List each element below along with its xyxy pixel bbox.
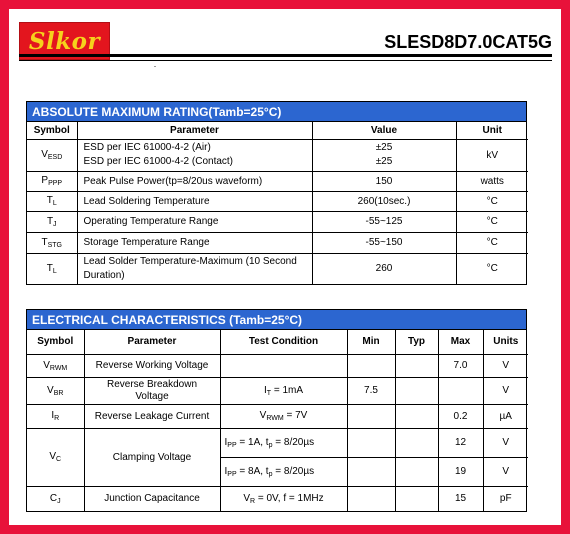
col-header: Symbol <box>27 122 77 139</box>
symbol-cell: $T_J$ <box>27 211 77 232</box>
symbol-cell: $C_J$ <box>27 486 84 511</box>
parameter-cell: Storage Temperature Range <box>77 232 312 253</box>
col-header: Parameter <box>77 122 312 139</box>
unit-cell: °C <box>456 211 528 232</box>
parameter-cell: Reverse Leakage Current <box>84 404 220 428</box>
col-header: Typ <box>395 330 438 354</box>
header-rule-thin <box>19 60 552 61</box>
value-cell: 150 <box>312 171 456 191</box>
symbol-cell: $V_{BR}$ <box>27 377 84 404</box>
max-cell: 7.0 <box>438 354 483 377</box>
parameter-cell: Reverse Working Voltage <box>84 354 220 377</box>
absolute-max-rating-table <box>26 101 527 285</box>
unit-cell: °C <box>456 232 528 253</box>
unit-cell: pF <box>483 486 528 511</box>
table-row <box>27 253 528 284</box>
min-cell <box>347 428 395 457</box>
col-header: Parameter <box>84 330 220 354</box>
section-title: ABSOLUTE MAXIMUM RATING(Tamb=25°C) <box>27 102 526 122</box>
table-header-row <box>27 330 528 354</box>
table-row <box>27 377 528 404</box>
parameter-cell: Peak Pulse Power(tp=8/20us waveform) <box>77 171 312 191</box>
unit-cell: °C <box>456 253 528 284</box>
typ-cell <box>395 354 438 377</box>
symbol-cell: $V_C$ <box>27 428 84 486</box>
symbol-cell: $I_R$ <box>27 404 84 428</box>
max-cell <box>438 377 483 404</box>
parameter-cell: ESD per IEC 61000-4-2 (Air) ESD per IEC 61000-4-2 (Contact) <box>77 139 312 171</box>
table-row <box>27 354 528 377</box>
unit-cell: V <box>483 428 528 457</box>
condition-cell: $V_R = 0V$, f = 1MHz <box>220 486 347 511</box>
value-cell: 260 <box>312 253 456 284</box>
unit-cell: °C <box>456 191 528 211</box>
parameter-cell: Operating Temperature Range <box>77 211 312 232</box>
table-row <box>27 232 528 253</box>
part-number: SLESD8D7.0CAT5G <box>384 32 552 52</box>
datasheet-page <box>9 9 561 525</box>
value-cell: ±25 ±25 <box>312 139 456 171</box>
col-header: Unit <box>456 122 528 139</box>
min-cell <box>347 354 395 377</box>
parameter-cell: Reverse Breakdown Voltage <box>84 377 220 404</box>
col-header: Symbol <box>27 330 84 354</box>
brand-logo: Slkor <box>19 22 110 60</box>
value-cell: -55~150 <box>312 232 456 253</box>
table-row <box>27 191 528 211</box>
min-cell: 7.5 <box>347 377 395 404</box>
table-row <box>27 139 528 171</box>
symbol-cell: $V_{RWM}$ <box>27 354 84 377</box>
condition-cell: $I_T = 1mA$ <box>220 377 347 404</box>
col-header: Max <box>438 330 483 354</box>
symbol-cell: $T_{STG}$ <box>27 232 77 253</box>
table-row <box>27 486 528 511</box>
header-rule <box>19 54 552 57</box>
col-header: Min <box>347 330 395 354</box>
max-cell: 15 <box>438 486 483 511</box>
max-cell: 0.2 <box>438 404 483 428</box>
section-title: ELECTRICAL CHARACTERISTICS (Tamb=25°C) <box>27 310 526 330</box>
electrical-characteristics-table <box>26 309 527 512</box>
col-header: Test Condition <box>220 330 347 354</box>
min-cell <box>347 457 395 486</box>
condition-cell: $V_{RWM} = 7V$ <box>220 404 347 428</box>
table-row <box>27 404 528 428</box>
unit-cell: V <box>483 354 528 377</box>
table-row <box>27 211 528 232</box>
condition-cell <box>220 354 347 377</box>
unit-cell: kV <box>456 139 528 171</box>
condition-cell: $I_{PP} = 1A$, $t_p = 8/20\mu s$ <box>220 428 347 457</box>
min-cell <box>347 486 395 511</box>
condition-cell: $I_{PP} = 8A$, $t_p = 8/20\mu s$ <box>220 457 347 486</box>
parameter-cell: Clamping Voltage <box>84 428 220 486</box>
symbol-cell: $T_L$ <box>27 253 77 284</box>
value-cell: -55~125 <box>312 211 456 232</box>
unit-cell: watts <box>456 171 528 191</box>
unit-cell: µA <box>483 404 528 428</box>
max-cell: 19 <box>438 457 483 486</box>
col-header: Value <box>312 122 456 139</box>
typ-cell <box>395 457 438 486</box>
typ-cell <box>395 428 438 457</box>
stray-mark <box>154 66 156 67</box>
max-cell: 12 <box>438 428 483 457</box>
symbol-cell: $V_{ESD}$ <box>27 139 77 171</box>
table-header-row <box>27 122 528 139</box>
unit-cell: V <box>483 377 528 404</box>
min-cell <box>347 404 395 428</box>
parameter-cell: Lead Solder Temperature-Maximum (10 Second Duration) <box>77 253 312 284</box>
symbol-cell: $T_L$ <box>27 191 77 211</box>
typ-cell <box>395 404 438 428</box>
parameter-cell: Lead Soldering Temperature <box>77 191 312 211</box>
parameter-cell: Junction Capacitance <box>84 486 220 511</box>
col-header: Units <box>483 330 528 354</box>
unit-cell: V <box>483 457 528 486</box>
typ-cell <box>395 486 438 511</box>
table-row <box>27 171 528 191</box>
symbol-cell: $P_{PPP}$ <box>27 171 77 191</box>
table-row <box>27 428 528 457</box>
value-cell: 260(10sec.) <box>312 191 456 211</box>
typ-cell <box>395 377 438 404</box>
